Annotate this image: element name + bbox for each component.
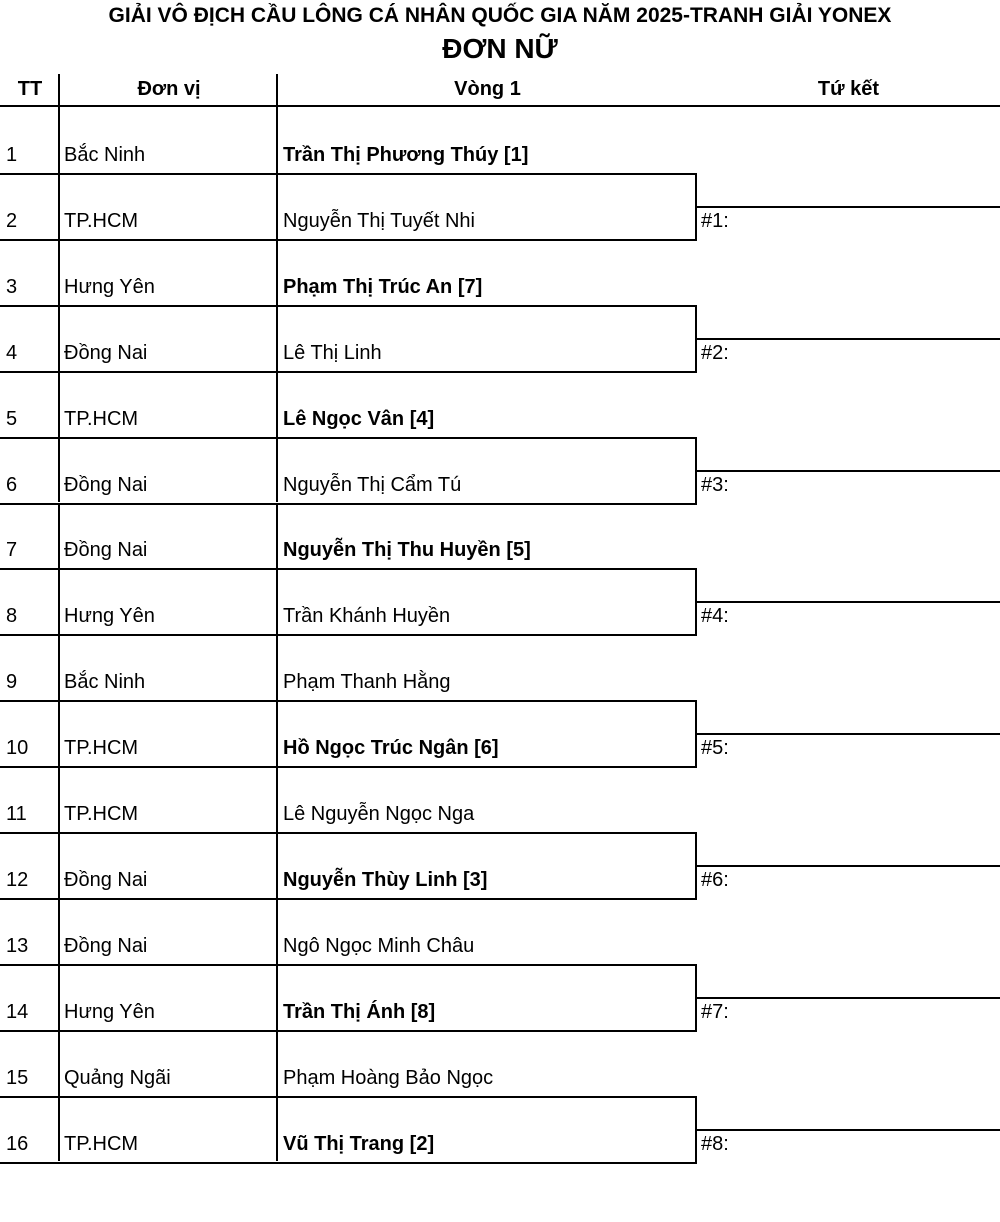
match-label: #3: — [701, 473, 729, 496]
row-divider — [58, 173, 60, 239]
row-divider — [58, 305, 60, 371]
row-divider — [276, 700, 278, 766]
player-name: Vũ Thị Trang [2] — [283, 1132, 435, 1155]
row-rule — [0, 1162, 697, 1164]
player-seed-number: 3 — [6, 275, 18, 298]
row-rule — [0, 437, 697, 439]
player-unit: Hưng Yên — [64, 275, 155, 298]
player-seed-number: 7 — [6, 539, 18, 562]
row-divider — [58, 503, 60, 569]
player-name: Hồ Ngọc Trúc Ngân [6] — [283, 737, 499, 760]
row-divider — [58, 371, 60, 437]
player-name: Phạm Hoàng Bảo Ngọc — [283, 1066, 494, 1089]
row-divider — [58, 700, 60, 766]
row-rule — [0, 305, 697, 307]
row-rule — [0, 1096, 697, 1098]
quarterfinal-line — [697, 997, 1000, 999]
header-round1: Vòng 1 — [454, 78, 521, 100]
row-rule — [0, 700, 697, 702]
player-unit: Đồng Nai — [64, 473, 148, 496]
player-unit: TP.HCM — [64, 407, 139, 430]
row-divider — [276, 503, 278, 569]
player-name: Nguyễn Thị Thu Huyền [5] — [283, 539, 531, 562]
match-label: #8: — [701, 1132, 729, 1155]
row-divider — [276, 305, 278, 371]
header-divider — [276, 74, 278, 108]
player-name: Phạm Thị Trúc An [7] — [283, 275, 483, 298]
row-rule — [0, 634, 697, 636]
player-seed-number: 9 — [6, 671, 18, 694]
row-rule — [0, 173, 697, 175]
row-divider — [276, 1030, 278, 1096]
row-divider — [276, 766, 278, 832]
player-seed-number: 12 — [6, 868, 29, 891]
row-divider — [276, 832, 278, 898]
player-unit: TP.HCM — [64, 803, 139, 825]
header-divider — [58, 74, 60, 108]
player-seed-number: 2 — [6, 209, 18, 232]
player-unit: Bắc Ninh — [64, 671, 146, 694]
player-unit: TP.HCM — [64, 737, 139, 760]
quarterfinal-line — [697, 206, 1000, 208]
row-divider — [58, 634, 60, 700]
player-unit: Đồng Nai — [64, 341, 148, 364]
row-divider — [276, 568, 278, 634]
player-unit: TP.HCM — [64, 209, 139, 232]
player-name: Trần Thị Phương Thúy [1] — [283, 144, 529, 166]
player-unit: Quảng Ngãi — [64, 1066, 171, 1089]
row-rule — [0, 832, 697, 834]
header-quarterfinal: Tứ kết — [817, 78, 880, 100]
row-rule — [0, 239, 697, 241]
player-name: Lê Nguyễn Ngọc Nga — [283, 803, 475, 825]
row-divider — [58, 832, 60, 898]
player-unit: Bắc Ninh — [64, 144, 146, 166]
row-divider — [58, 898, 60, 964]
quarterfinal-line — [697, 865, 1000, 867]
match-label: #5: — [701, 737, 729, 760]
player-seed-number: 8 — [6, 605, 18, 628]
player-name: Ngô Ngọc Minh Châu — [283, 934, 475, 957]
row-divider — [276, 437, 278, 503]
header-tt: TT — [17, 78, 43, 100]
player-unit: Hưng Yên — [64, 605, 155, 628]
player-name: Nguyễn Thị Cẩm Tú — [283, 473, 462, 496]
player-unit: Hưng Yên — [64, 1000, 155, 1023]
quarterfinal-line — [697, 1129, 1000, 1131]
row-divider — [276, 634, 278, 700]
event-title: ĐƠN NỮ — [442, 33, 558, 64]
tournament-title: GIẢI VÔ ĐỊCH CẦU LÔNG CÁ NHÂN QUỐC GIA NĂM 2025-TRANH GIẢI YONEX — [108, 4, 892, 27]
player-name: Phạm Thanh Hằng — [283, 671, 451, 694]
row-rule — [0, 568, 697, 570]
row-divider — [58, 437, 60, 503]
quarterfinal-line — [697, 733, 1000, 735]
player-seed-number: 5 — [6, 407, 18, 430]
row-divider — [276, 239, 278, 305]
player-seed-number: 4 — [6, 341, 18, 364]
player-seed-number: 6 — [6, 473, 18, 496]
row-divider — [276, 1096, 278, 1162]
player-seed-number: 16 — [6, 1132, 29, 1155]
match-label: #6: — [701, 868, 729, 891]
player-unit: TP.HCM — [64, 1132, 139, 1155]
player-name: Trần Thị Ánh [8] — [283, 1000, 436, 1023]
row-rule — [0, 766, 697, 768]
row-divider — [58, 1096, 60, 1162]
header-unit: Đơn vị — [137, 78, 201, 100]
row-divider — [58, 964, 60, 1030]
row-divider — [276, 964, 278, 1030]
row-divider — [276, 173, 278, 239]
row-divider — [58, 239, 60, 305]
quarterfinal-line — [697, 601, 1000, 603]
match-label: #7: — [701, 1000, 729, 1023]
row-divider — [58, 108, 60, 173]
player-name: Nguyễn Thùy Linh [3] — [283, 868, 488, 891]
player-name: Lê Thị Linh — [283, 341, 382, 364]
row-rule — [0, 1030, 697, 1032]
row-divider — [276, 898, 278, 964]
match-label: #4: — [701, 605, 729, 628]
header-bottom-rule — [0, 105, 1000, 107]
quarterfinal-line — [697, 338, 1000, 340]
row-rule — [0, 964, 697, 966]
player-seed-number: 13 — [6, 934, 29, 957]
row-rule — [0, 898, 697, 900]
player-seed-number: 15 — [6, 1066, 29, 1089]
player-unit: Đồng Nai — [64, 539, 148, 562]
player-unit: Đồng Nai — [64, 868, 148, 891]
player-name: Lê Ngọc Vân [4] — [283, 407, 435, 430]
player-seed-number: 1 — [6, 144, 18, 166]
row-divider — [58, 1030, 60, 1096]
row-rule — [0, 503, 697, 505]
row-divider — [58, 568, 60, 634]
player-seed-number: 11 — [6, 803, 27, 825]
row-divider — [58, 766, 60, 832]
player-name: Trần Khánh Huyền — [283, 605, 451, 628]
player-seed-number: 14 — [6, 1000, 29, 1023]
row-divider — [276, 108, 278, 173]
player-seed-number: 10 — [6, 737, 29, 760]
match-label: #1: — [701, 209, 729, 232]
player-name: Nguyễn Thị Tuyết Nhi — [283, 209, 475, 232]
player-unit: Đồng Nai — [64, 934, 148, 957]
row-rule — [0, 371, 697, 373]
match-label: #2: — [701, 341, 729, 364]
row-divider — [276, 371, 278, 437]
quarterfinal-line — [697, 470, 1000, 472]
